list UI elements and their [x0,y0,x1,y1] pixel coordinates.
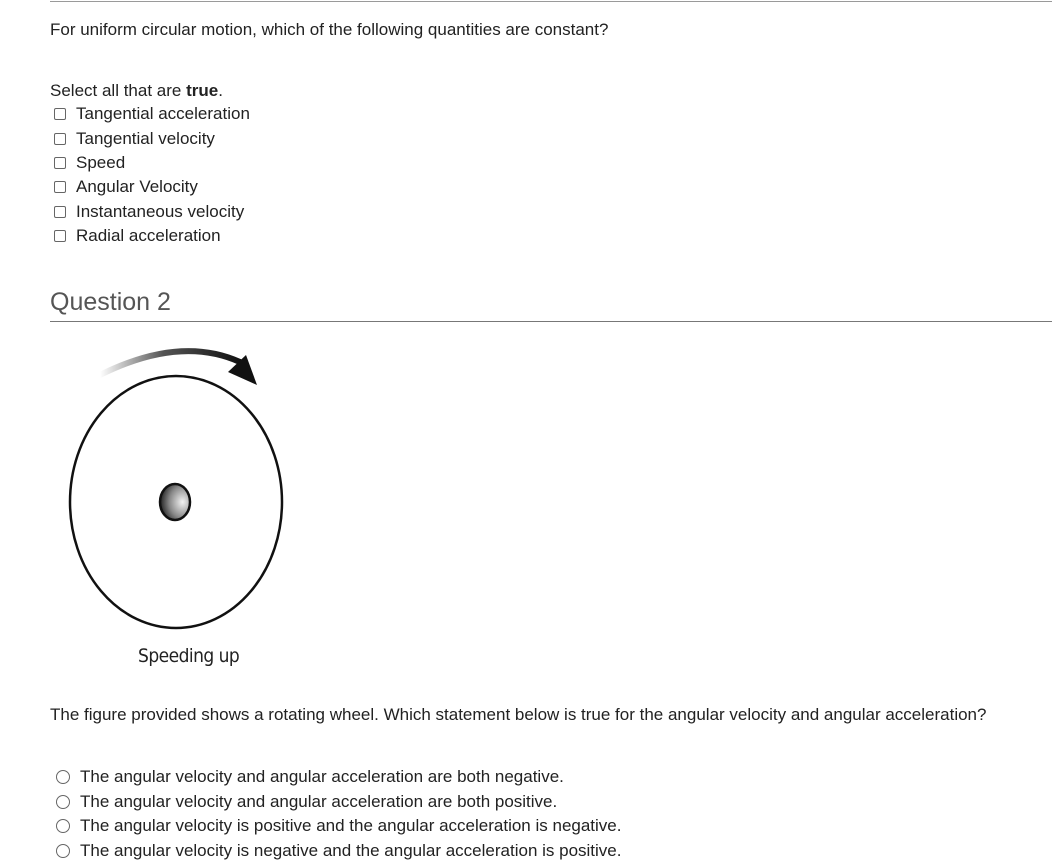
rotating-wheel-figure [60,340,300,680]
checkbox[interactable] [54,133,66,145]
checkbox[interactable] [54,206,66,218]
checkbox[interactable] [54,108,66,120]
instruction-prefix: Select all that are [50,81,187,100]
radio-button[interactable] [56,770,70,784]
option-label: Angular Velocity [76,177,198,197]
checkbox-option-speed[interactable] [54,151,250,175]
checkbox[interactable] [54,230,66,242]
radio-option-both-negative[interactable] [56,765,622,790]
checkbox[interactable] [54,181,66,193]
checkbox-option-angular-velocity[interactable] [54,175,250,199]
checkbox[interactable] [54,157,66,169]
question-1-instruction [50,80,223,102]
option-label: Instantaneous velocity [76,201,245,221]
option-label: Speed [76,152,126,172]
rotation-arc [100,351,240,375]
radio-button[interactable] [56,819,70,833]
option-label: The angular velocity and angular acceleration are both negative. [80,767,564,787]
wheel-axle [160,484,190,520]
option-label: Tangential velocity [76,128,215,148]
instruction-bold: true [186,81,219,100]
figure-caption: Speeding up [138,645,240,667]
question-2-divider [50,321,1052,322]
option-label: The angular velocity and angular acceleration are both positive. [80,791,558,811]
checkbox-option-tangential-acceleration[interactable] [54,102,250,126]
question-1-prompt: For uniform circular motion, which of the following quantities are constant? [50,20,609,39]
checkbox-option-radial-acceleration[interactable] [54,224,250,248]
radio-option-velocity-positive-acceleration-negative[interactable] [56,814,622,839]
radio-option-both-positive[interactable] [56,790,622,815]
question-1-options [54,102,250,248]
option-label: The angular velocity is negative and the angular acceleration is positive. [80,841,622,861]
checkbox-option-instantaneous-velocity[interactable] [54,200,250,224]
question-2-options [56,765,622,863]
option-label: Radial acceleration [76,226,221,246]
radio-button[interactable] [56,795,70,809]
question-2-prompt: The figure provided shows a rotating wheel. Which statement below is true for the angular velocity and angular acceleration? [50,705,987,724]
question-2-title: Question 2 [50,288,171,316]
radio-button[interactable] [56,844,70,858]
top-divider [50,1,1052,2]
radio-option-velocity-negative-acceleration-positive[interactable] [56,839,622,864]
wheel-diagram [60,340,300,640]
instruction-suffix: . [218,81,223,100]
checkbox-option-tangential-velocity[interactable] [54,126,250,150]
option-label: Tangential acceleration [76,104,250,124]
option-label: The angular velocity is positive and the angular acceleration is negative. [80,816,622,836]
